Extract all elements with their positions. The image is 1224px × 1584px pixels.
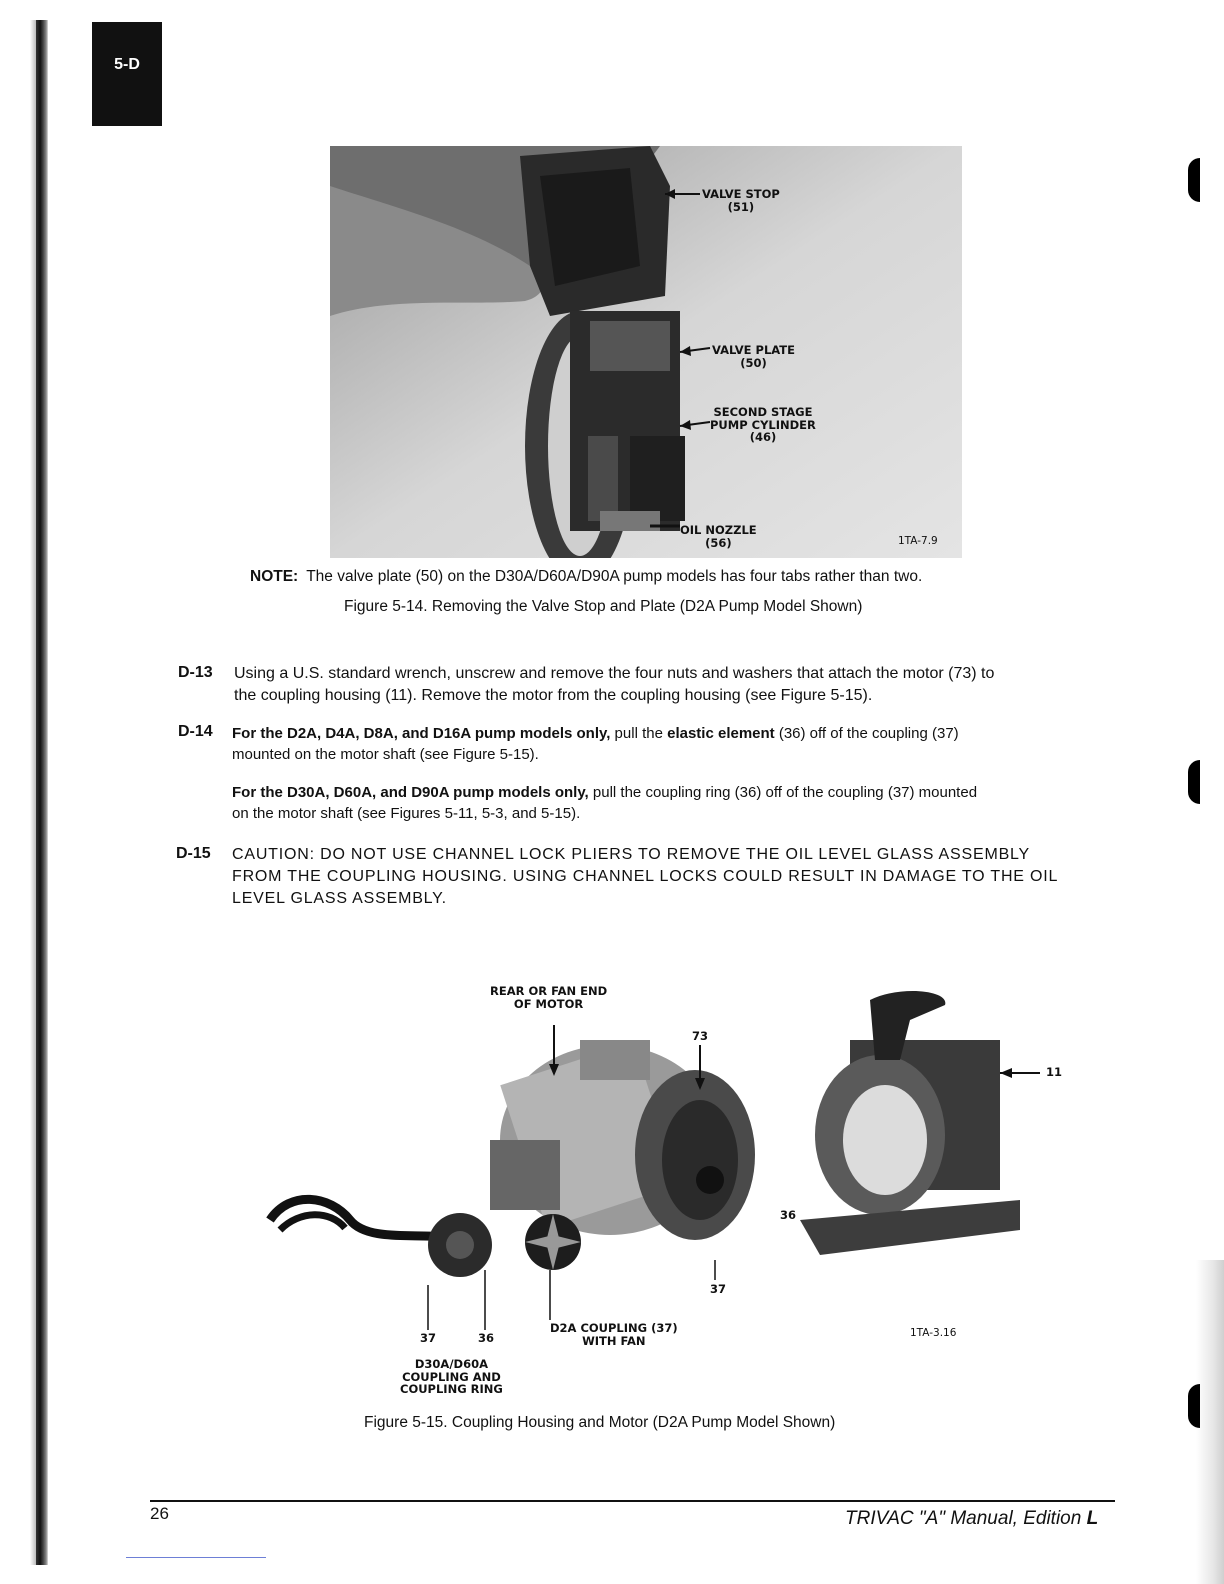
text-line: FROM THE COUPLING HOUSING. USING CHANNEL LOCKS COULD RESULT IN DAMAGE TO THE OIL (232, 868, 1059, 885)
section-tab: 5-D (92, 22, 162, 126)
step-d15-caution (232, 844, 1147, 910)
callout-text: PUMP CYLINDER (710, 417, 816, 432)
figure-ref-code: 1TA-3.16 (910, 1327, 957, 1339)
scan-edge-right (1196, 1260, 1224, 1584)
step-d14-second-text (232, 782, 1152, 824)
callout-text: WITH FAN (582, 1333, 646, 1348)
callout-36-right: 36 (780, 1208, 797, 1222)
step-id-d15: D-15 (176, 845, 211, 862)
callout-rear-fan-end (490, 985, 607, 1010)
text-run: pull the coupling ring (36) off of the coupling (37) mounted (588, 784, 978, 801)
oil-nozzle-part (600, 511, 660, 531)
callout-d30a-coupling (400, 1358, 503, 1396)
callout-11: 11 (1046, 1065, 1063, 1079)
callout-text: SECOND STAGE (713, 405, 813, 419)
figure-note (250, 568, 922, 586)
step-d14-text (232, 723, 1152, 765)
text-line: LEVEL GLASS ASSEMBLY. (232, 890, 447, 907)
page-number: 26 (150, 1504, 169, 1523)
punch-hole (1188, 1384, 1200, 1428)
callout-text: D30A/D60A (414, 1357, 488, 1371)
note-text: The valve plate (50) on the D30A/D60A/D90A pump models has four tabs rather than two. (306, 568, 923, 585)
callout-text: VALVE STOP (702, 187, 780, 201)
emphasis-text: For the D30A, D60A, and D90A pump models only, (232, 784, 589, 801)
callout-text: COUPLING AND (402, 1369, 501, 1384)
callout-text: VALVE PLATE (712, 343, 795, 357)
manual-title-text: TRIVAC "A" Manual, Edition (845, 1508, 1087, 1529)
callout-oil-nozzle (680, 524, 757, 549)
callout-37-center: 37 (710, 1282, 727, 1296)
emphasis-text: elastic element (667, 725, 775, 742)
emphasis-text: For the D2A, D4A, D8A, and D16A pump models only, (232, 725, 611, 742)
figure-5-14-caption: Figure 5-14. Removing the Valve Stop and Plate (D2A Pump Model Shown) (344, 598, 863, 615)
callout-number: (46) (749, 430, 777, 445)
text-run: pull the (610, 725, 668, 742)
callout-d2a-coupling (550, 1322, 678, 1347)
punch-hole (1188, 158, 1200, 202)
callout-37-left: 37 (420, 1331, 437, 1345)
text-line: the coupling housing (11). Remove the motor from the coupling housing (see Figure 5-15). (234, 687, 873, 704)
step-id-d13: D-13 (178, 664, 213, 681)
note-label: NOTE: (250, 568, 299, 585)
figure-5-14-photo (330, 146, 962, 558)
figure-ref-code: 1TA-7.9 (898, 535, 938, 547)
callout-number: (56) (705, 535, 732, 550)
callout-73: 73 (692, 1029, 709, 1043)
callout-number: (50) (740, 355, 767, 370)
callout-36-left: 36 (478, 1331, 495, 1345)
text-line: mounted on the motor shaft (see Figure 5-15). (232, 746, 539, 763)
callout-number: (51) (727, 199, 755, 214)
callout-valve-plate (712, 344, 795, 369)
manual-title (845, 1508, 1098, 1530)
text-line: CAUTION: DO NOT USE CHANNEL LOCK PLIERS TO REMOVE THE OIL LEVEL GLASS ASSEMBLY (232, 846, 1031, 863)
callout-text: COUPLING RING (400, 1382, 503, 1397)
callout-second-stage (710, 406, 816, 444)
text-line: Using a U.S. standard wrench, unscrew and remove the four nuts and washers that attach the motor (73) to (234, 665, 995, 682)
callout-text: D2A COUPLING (37) (550, 1321, 678, 1335)
figure-5-15 (260, 980, 1063, 1400)
link-underline (126, 1557, 266, 1558)
callout-text: OF MOTOR (513, 996, 584, 1011)
footer-rule (150, 1500, 1115, 1502)
pump-valve-photo (330, 146, 962, 558)
text-line: on the motor shaft (see Figures 5-11, 5-3, and 5-15). (232, 805, 581, 822)
figure-5-15-caption: Figure 5-15. Coupling Housing and Motor (D2A Pump Model Shown) (364, 1414, 836, 1431)
manual-edition: L (1086, 1508, 1099, 1529)
callout-valve-stop (702, 188, 780, 213)
housing-base (800, 1200, 1020, 1255)
binding-edge (36, 20, 48, 1565)
punch-hole (1188, 760, 1200, 804)
callout-text: OIL NOZZLE (680, 523, 757, 537)
text-run: (36) off of the coupling (37) (774, 725, 959, 742)
step-id-d14: D-14 (178, 723, 213, 740)
step-d13-text (234, 663, 1149, 707)
callout-text: REAR OR FAN END (490, 984, 608, 998)
